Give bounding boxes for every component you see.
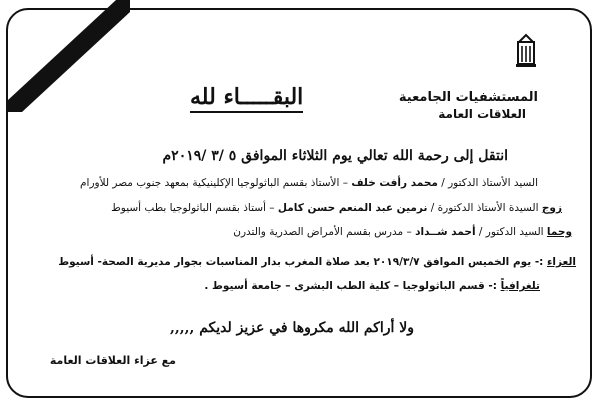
relative-description: – أستاذ بقسم الباثولوجيا بطب أسيوط	[111, 202, 275, 214]
deceased-description: – الأستاذ بقسم الباثولوجيا الإكلينيكية بمعهد جنوب مصر للأورام	[80, 177, 349, 189]
closing-phrase: ولا أراكم الله مكروها في عزيز لديكم ,,,,,	[169, 320, 414, 336]
telegrams-label: تلغرافياً	[500, 280, 540, 292]
department-name: العلاقات العامة	[438, 107, 526, 121]
condolence-line	[58, 256, 576, 268]
institution-name: المستشفيات الجامعية	[398, 90, 538, 105]
deceased-title: السيد الأستاذ الدكتور /	[441, 177, 538, 189]
relative-title: السيدة الأستاذ الدكتورة /	[430, 202, 539, 214]
telegrams-line	[204, 280, 540, 292]
condolence-details: :- يوم الخميس الموافق ٢٠١٩/٣/٧ بعد صلاة المغرب بدار المناسبات بجوار مديرية الصحة- أسيوط	[58, 256, 544, 268]
relative-line-in-law	[233, 226, 572, 238]
notice-title: البقـــــاء لله	[190, 84, 303, 113]
signature-line: مع عزاء العلاقات العامة	[49, 354, 176, 367]
relation-label: وحما	[546, 226, 572, 238]
condolence-label: العزاء	[547, 256, 576, 268]
university-hospital-logo	[492, 24, 544, 80]
telegrams-details: :- قسم الباثولوجيا – كلية الطب البشرى – جامعة أسيوط .	[204, 280, 497, 292]
deceased-name: محمد رأفت خلف	[351, 177, 438, 189]
relation-label: زوج	[541, 202, 562, 214]
relative-title: السيد الدكتور /	[478, 226, 544, 238]
relative-name: نرمين عبد المنعم حسن كامل	[277, 202, 428, 214]
relative-name: أحمد شــداد	[415, 226, 476, 238]
relative-line-spouse	[111, 202, 562, 214]
relative-description: – مدرس بقسم الأمراض الصدرية والتدرن	[233, 226, 412, 238]
deceased-line-1	[80, 177, 538, 189]
death-announcement: انتقل إلى رحمة الله تعالي يوم الثلاثاء الموافق ٥ /٣ /٢٠١٩م	[162, 148, 508, 164]
